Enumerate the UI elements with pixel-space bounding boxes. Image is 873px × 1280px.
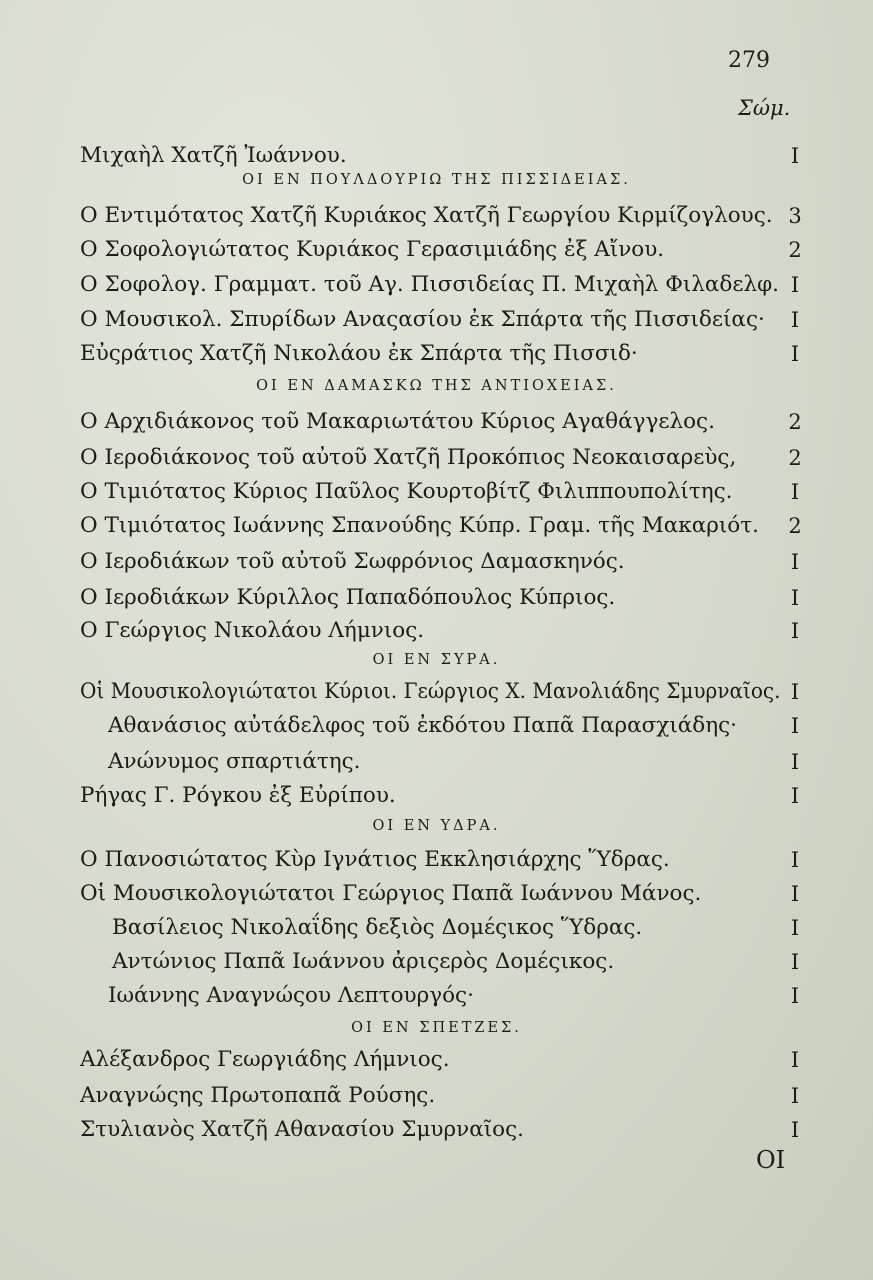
- copies-count: I: [790, 916, 800, 940]
- list-item: [0, 1114, 873, 1148]
- copies-count: I: [790, 750, 800, 774]
- list-item: [0, 844, 873, 878]
- list-item: [0, 406, 873, 440]
- subscriber-name: Ο Τιμιότατος Ιωάννης Σπανούδης Κύπρ. Γραμ. τῆς Μακαριότ.: [80, 513, 759, 538]
- subscriber-name: Ο Σοφολογιώτατος Κυριάκος Γερασιμιάδης ἐξ Αἴνου.: [80, 237, 665, 262]
- subscriber-name: Ο Γεώργιος Νικολάου Λήμνιος.: [80, 618, 425, 643]
- list-item: [0, 304, 873, 338]
- subscriber-name: Αναγνώςης Πρωτοπαπᾶ Ρούσης.: [80, 1083, 436, 1108]
- list-item: [0, 546, 873, 580]
- list-item: [0, 780, 873, 814]
- copies-count: I: [790, 308, 800, 332]
- subscriber-name: Βασίλειος Νικολαΐδης δεξιὸς Δομέςικος Ὕδρας.: [112, 915, 643, 940]
- list-item: [0, 746, 873, 780]
- list-item: [0, 878, 873, 912]
- subscriber-name: Ο Εντιμότατος Χατζῆ Κυριάκος Χατζῆ Γεωργίου Κιρμίζογλους.: [80, 203, 773, 228]
- list-item: [0, 980, 873, 1014]
- section-heading: ΟΙ ΕΝ ΔΑΜΑΣΚΩ ΤΗΣ ΑΝΤΙΟΧΕΙΑΣ.: [256, 378, 617, 394]
- subscriber-name: Ο Ιεροδιάκων Κύριλλος Παπαδόπουλος Κύπριος.: [80, 585, 616, 610]
- section-heading: ΟΙ ΕΝ ΥΔΡΑ.: [372, 818, 501, 834]
- subscriber-name: Ο Τιμιότατος Κύριος Παῦλος Κουρτοβίτζ Φιλιππουπολίτης.: [80, 479, 733, 504]
- subscriber-name: Ο Σοφολογ. Γραμματ. τοῦ Αγ. Πισσιδείας Π. Μιχαὴλ Φιλαδελφ.: [80, 272, 780, 297]
- section-heading: ΟΙ ΕΝ ΠΟΥΛΔΟΥΡΙΩ ΤΗΣ ΠΙΣΣΙΔΕΙΑΣ.: [242, 172, 631, 188]
- subscriber-name: Ο Ιεροδιάκονος τοῦ αὐτοῦ Χατζῆ Προκόπιος Νεοκαισαρεὺς,: [80, 445, 737, 470]
- copies-count: I: [790, 1118, 800, 1142]
- list-item: [0, 710, 873, 744]
- catchword: ΟΙ: [756, 1146, 786, 1174]
- list-item: [0, 140, 873, 174]
- subscriber-name: Ιωάννης Αναγνώςου Λεπτουργός·: [108, 983, 474, 1008]
- subscriber-name: Στυλιανὸς Χατζῆ Αθανασίου Σμυρναῖος.: [80, 1117, 524, 1142]
- copies-count: I: [790, 1048, 800, 1072]
- copies-count: I: [790, 784, 800, 808]
- copies-count: I: [790, 586, 800, 610]
- column-heading: Σώμ.: [738, 96, 791, 120]
- copies-count: I: [790, 342, 800, 366]
- copies-count: I: [790, 619, 800, 643]
- list-item: [0, 200, 873, 234]
- list-item: [0, 676, 873, 710]
- list-item: [0, 442, 873, 476]
- subscriber-name: Ο Ιεροδιάκων τοῦ αὐτοῦ Σωφρόνιος Δαμασκηνός.: [80, 549, 625, 574]
- copies-count: I: [790, 882, 800, 906]
- list-item: [0, 946, 873, 980]
- subscriber-name: Αντώνιος Παπᾶ Ιωάννου ἀριςερὸς Δομέςικος.: [112, 949, 615, 974]
- copies-count: 2: [788, 410, 802, 434]
- list-item: [0, 234, 873, 268]
- list-item: [0, 510, 873, 544]
- copies-count: 3: [788, 204, 802, 228]
- copies-count: 2: [788, 514, 802, 538]
- subscriber-name: Οἱ Μουσικολογιώτατοι Γεώργιος Παπᾶ Ιωάννου Μάνος.: [80, 881, 702, 906]
- subscriber-name: Αθανάσιος αὐτάδελφος τοῦ ἐκδότου Παπᾶ Παρασχιάδης·: [108, 713, 737, 738]
- subscriber-name: Μιχαὴλ Χατζῆ Ἰωάννου.: [80, 143, 347, 168]
- section-heading: ΟΙ ΕΝ ΣΥΡΑ.: [372, 652, 501, 668]
- copies-count: I: [790, 480, 800, 504]
- copies-count: I: [790, 714, 800, 738]
- subscriber-name: Ο Αρχιδιάκονος τοῦ Μακαριωτάτου Κύριος Αγαθάγγελος.: [80, 409, 715, 434]
- subscriber-name: Εὐςράτιος Χατζῆ Νικολάου ἐκ Σπάρτα τῆς Πισσιδ·: [80, 341, 638, 366]
- copies-count: I: [790, 550, 800, 574]
- list-item: [0, 338, 873, 372]
- subscriber-name: Ο Μουσικολ. Σπυρίδων Αναςασίου ἐκ Σπάρτα τῆς Πισσιδείας·: [80, 307, 765, 332]
- copies-count: I: [790, 1084, 800, 1108]
- list-item: [0, 615, 873, 649]
- subscriber-name: Ανώνυμος σπαρτιάτης.: [108, 749, 361, 774]
- list-item: [0, 1044, 873, 1078]
- list-item: [0, 269, 873, 303]
- copies-count: 2: [788, 238, 802, 262]
- list-item: [0, 1080, 873, 1114]
- copies-count: I: [790, 144, 800, 168]
- subscriber-name: Ο Πανοσιώτατος Κὺρ Ιγνάτιος Εκκλησιάρχης Ὕδρας.: [80, 847, 670, 872]
- list-item: [0, 476, 873, 510]
- list-item: [0, 582, 873, 616]
- subscriber-name: Οἱ Μουσικολογιώτατοι Κύριοι. Γεώργιος Χ. Μανολιάδης Σμυρναῖος.: [80, 679, 781, 704]
- copies-count: I: [790, 950, 800, 974]
- subscriber-name: Αλέξανδρος Γεωργιάδης Λήμνιος.: [80, 1047, 450, 1072]
- copies-count: I: [790, 984, 800, 1008]
- subscriber-name: Ρήγας Γ. Ρόγκου ἐξ Εὐρίπου.: [80, 783, 396, 808]
- copies-count: I: [790, 273, 800, 297]
- copies-count: 2: [788, 446, 802, 470]
- copies-count: I: [790, 848, 800, 872]
- page-number: 279: [728, 48, 770, 73]
- list-item: [0, 912, 873, 946]
- section-heading: ΟΙ ΕΝ ΣΠΕΤΖΕΣ.: [351, 1020, 522, 1036]
- copies-count: I: [790, 680, 800, 704]
